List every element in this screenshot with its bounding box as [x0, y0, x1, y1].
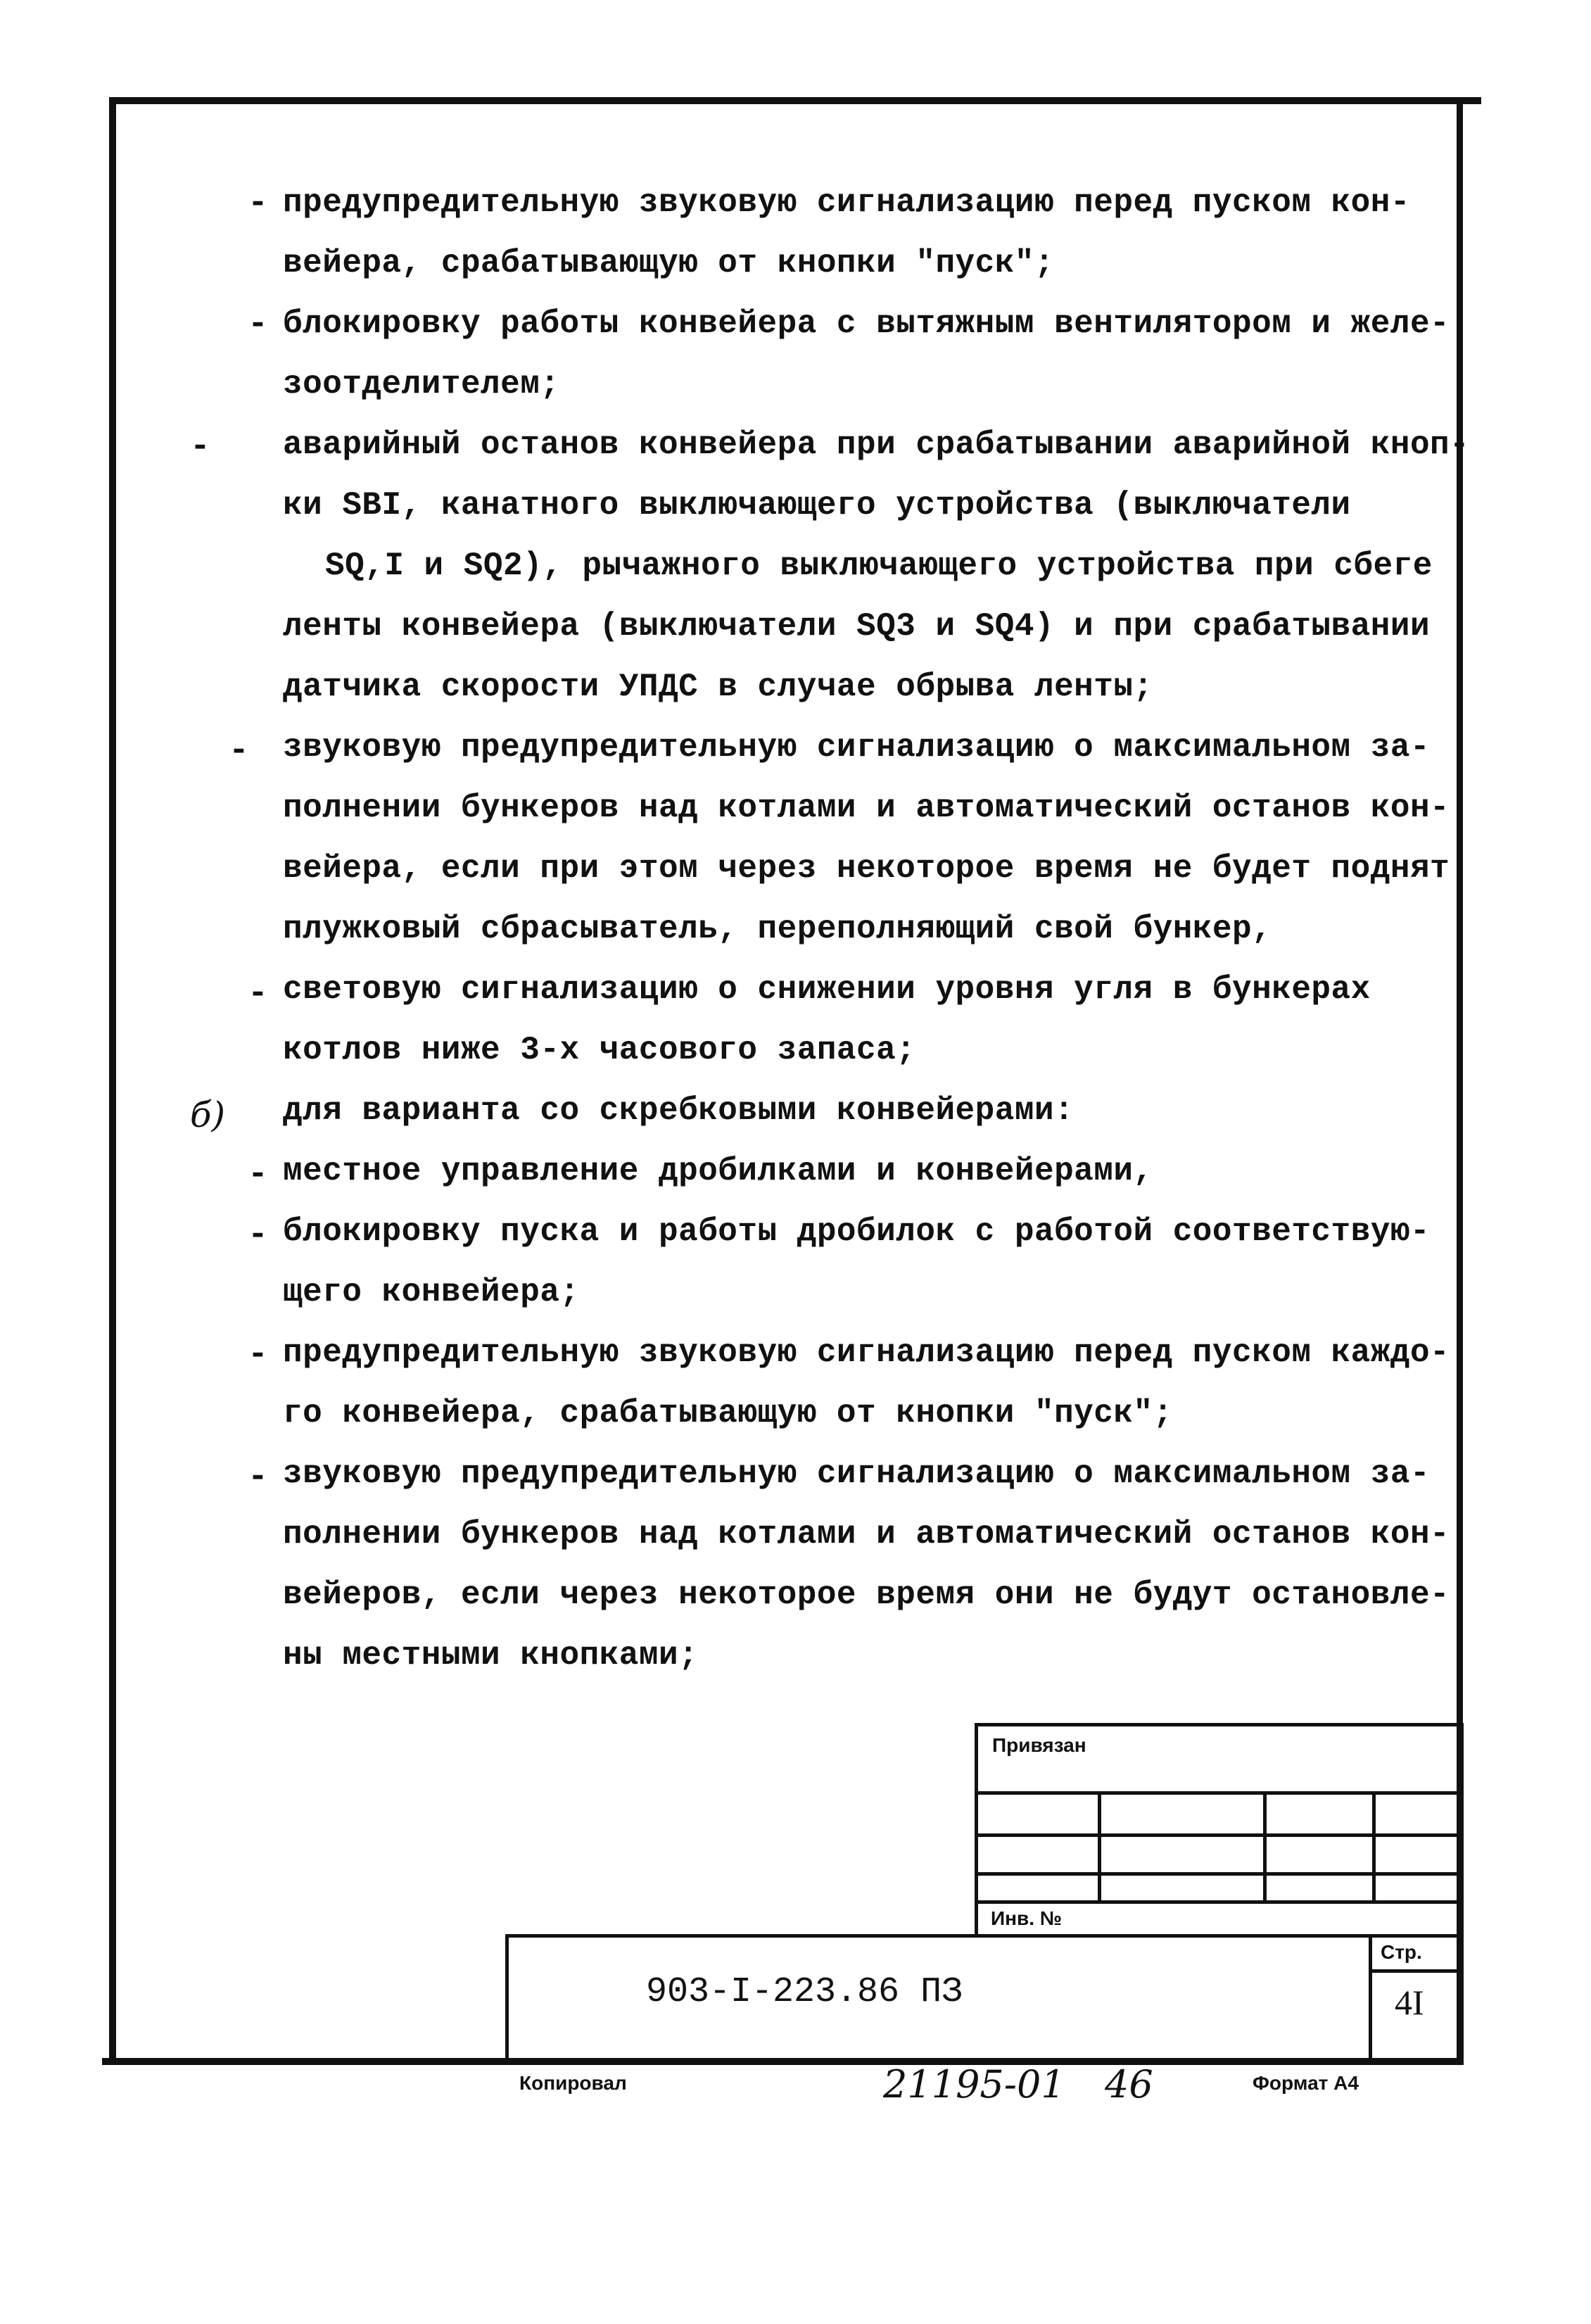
format-label: Формат А4 — [1253, 2072, 1359, 2094]
list-dash: - — [248, 1336, 268, 1374]
list-dash: - — [190, 428, 210, 466]
order-number: 21195-01 — [883, 2062, 1065, 2107]
text-line: го конвейера, срабатывающую от кнопки "пуск"; — [283, 1395, 1173, 1432]
text-line: полнении бункеров над котлами и автоматический останов кон- — [283, 1516, 1450, 1553]
text-line: звуковую предупредительную сигнализацию о максимальном за- — [283, 1455, 1431, 1492]
text-line: световую сигнализацию о снижении уровня угля в бункерах — [283, 971, 1371, 1008]
text-line: щего конвейера; — [283, 1274, 580, 1311]
text-line: вейеров, если через некоторое время они не будут остановле- — [283, 1577, 1450, 1613]
text-line: аварийный останов конвейера при срабатывании аварийной кноп- — [283, 427, 1470, 463]
text-line: SQ,I и SQ2), рычажного выключающего устройства при сбеге — [325, 548, 1433, 584]
text-line: ленты конвейера (выключатели SQ3 и SQ4) и при срабатывании — [283, 608, 1431, 645]
text-line: местное управление дробилками и конвейерами, — [283, 1153, 1153, 1189]
text-line: для варианта со скребковыми конвейерами: — [283, 1092, 1075, 1129]
list-dash: - — [248, 1216, 268, 1254]
list-dash: - — [248, 1156, 268, 1194]
text-line: вейера, срабатывающую от кнопки "пуск"; — [283, 245, 1055, 282]
text-line: полнении бункеров над котлами и автоматический останов кон- — [283, 790, 1450, 826]
document-code: 903-I-223.86 ПЗ — [646, 1972, 963, 2012]
page-number: 4I — [1395, 1983, 1424, 2022]
text-line: звуковую предупредительную сигнализацию о максимальном за- — [283, 729, 1431, 766]
section-label-b: б) — [190, 1094, 226, 1135]
text-line: блокировку работы конвейера с вытяжным вентилятором и желе- — [283, 305, 1450, 342]
text-line: зоотделителем; — [283, 366, 560, 403]
text-line: ны местными кнопками; — [283, 1637, 699, 1674]
text-line: предупредительную звуковую сигнализацию перед пуском кон- — [283, 184, 1410, 221]
list-dash: - — [248, 1458, 268, 1496]
inventory-number-label: Инв. № — [991, 1907, 1063, 1929]
list-dash: - — [248, 184, 268, 222]
list-dash: - — [248, 305, 268, 343]
text-line: предупредительную звуковую сигнализацию перед пуском каждо- — [283, 1334, 1450, 1371]
text-line: котлов ниже 3-х часового запаса; — [283, 1032, 916, 1068]
text-line: блокировку пуска и работы дробилок с работой соответствую- — [283, 1213, 1431, 1250]
text-line: плужковый сбрасыватель, переполняющий свой бункер, — [283, 911, 1272, 947]
sheet-number: 46 — [1105, 2062, 1153, 2107]
page-label: Стр. — [1381, 1941, 1422, 1963]
text-line: вейера, если при этом через некоторое время не будет поднят — [283, 850, 1450, 887]
list-dash: - — [229, 732, 249, 770]
copied-label: Копировал — [519, 2072, 627, 2094]
text-line: датчика скорости УПДС в случае обрыва ленты; — [283, 669, 1153, 705]
privyazan-label: Привязан — [992, 1734, 1086, 1756]
list-dash: - — [248, 975, 268, 1013]
text-line: ки SBI, канатного выключающего устройства (выключатели — [283, 487, 1351, 524]
